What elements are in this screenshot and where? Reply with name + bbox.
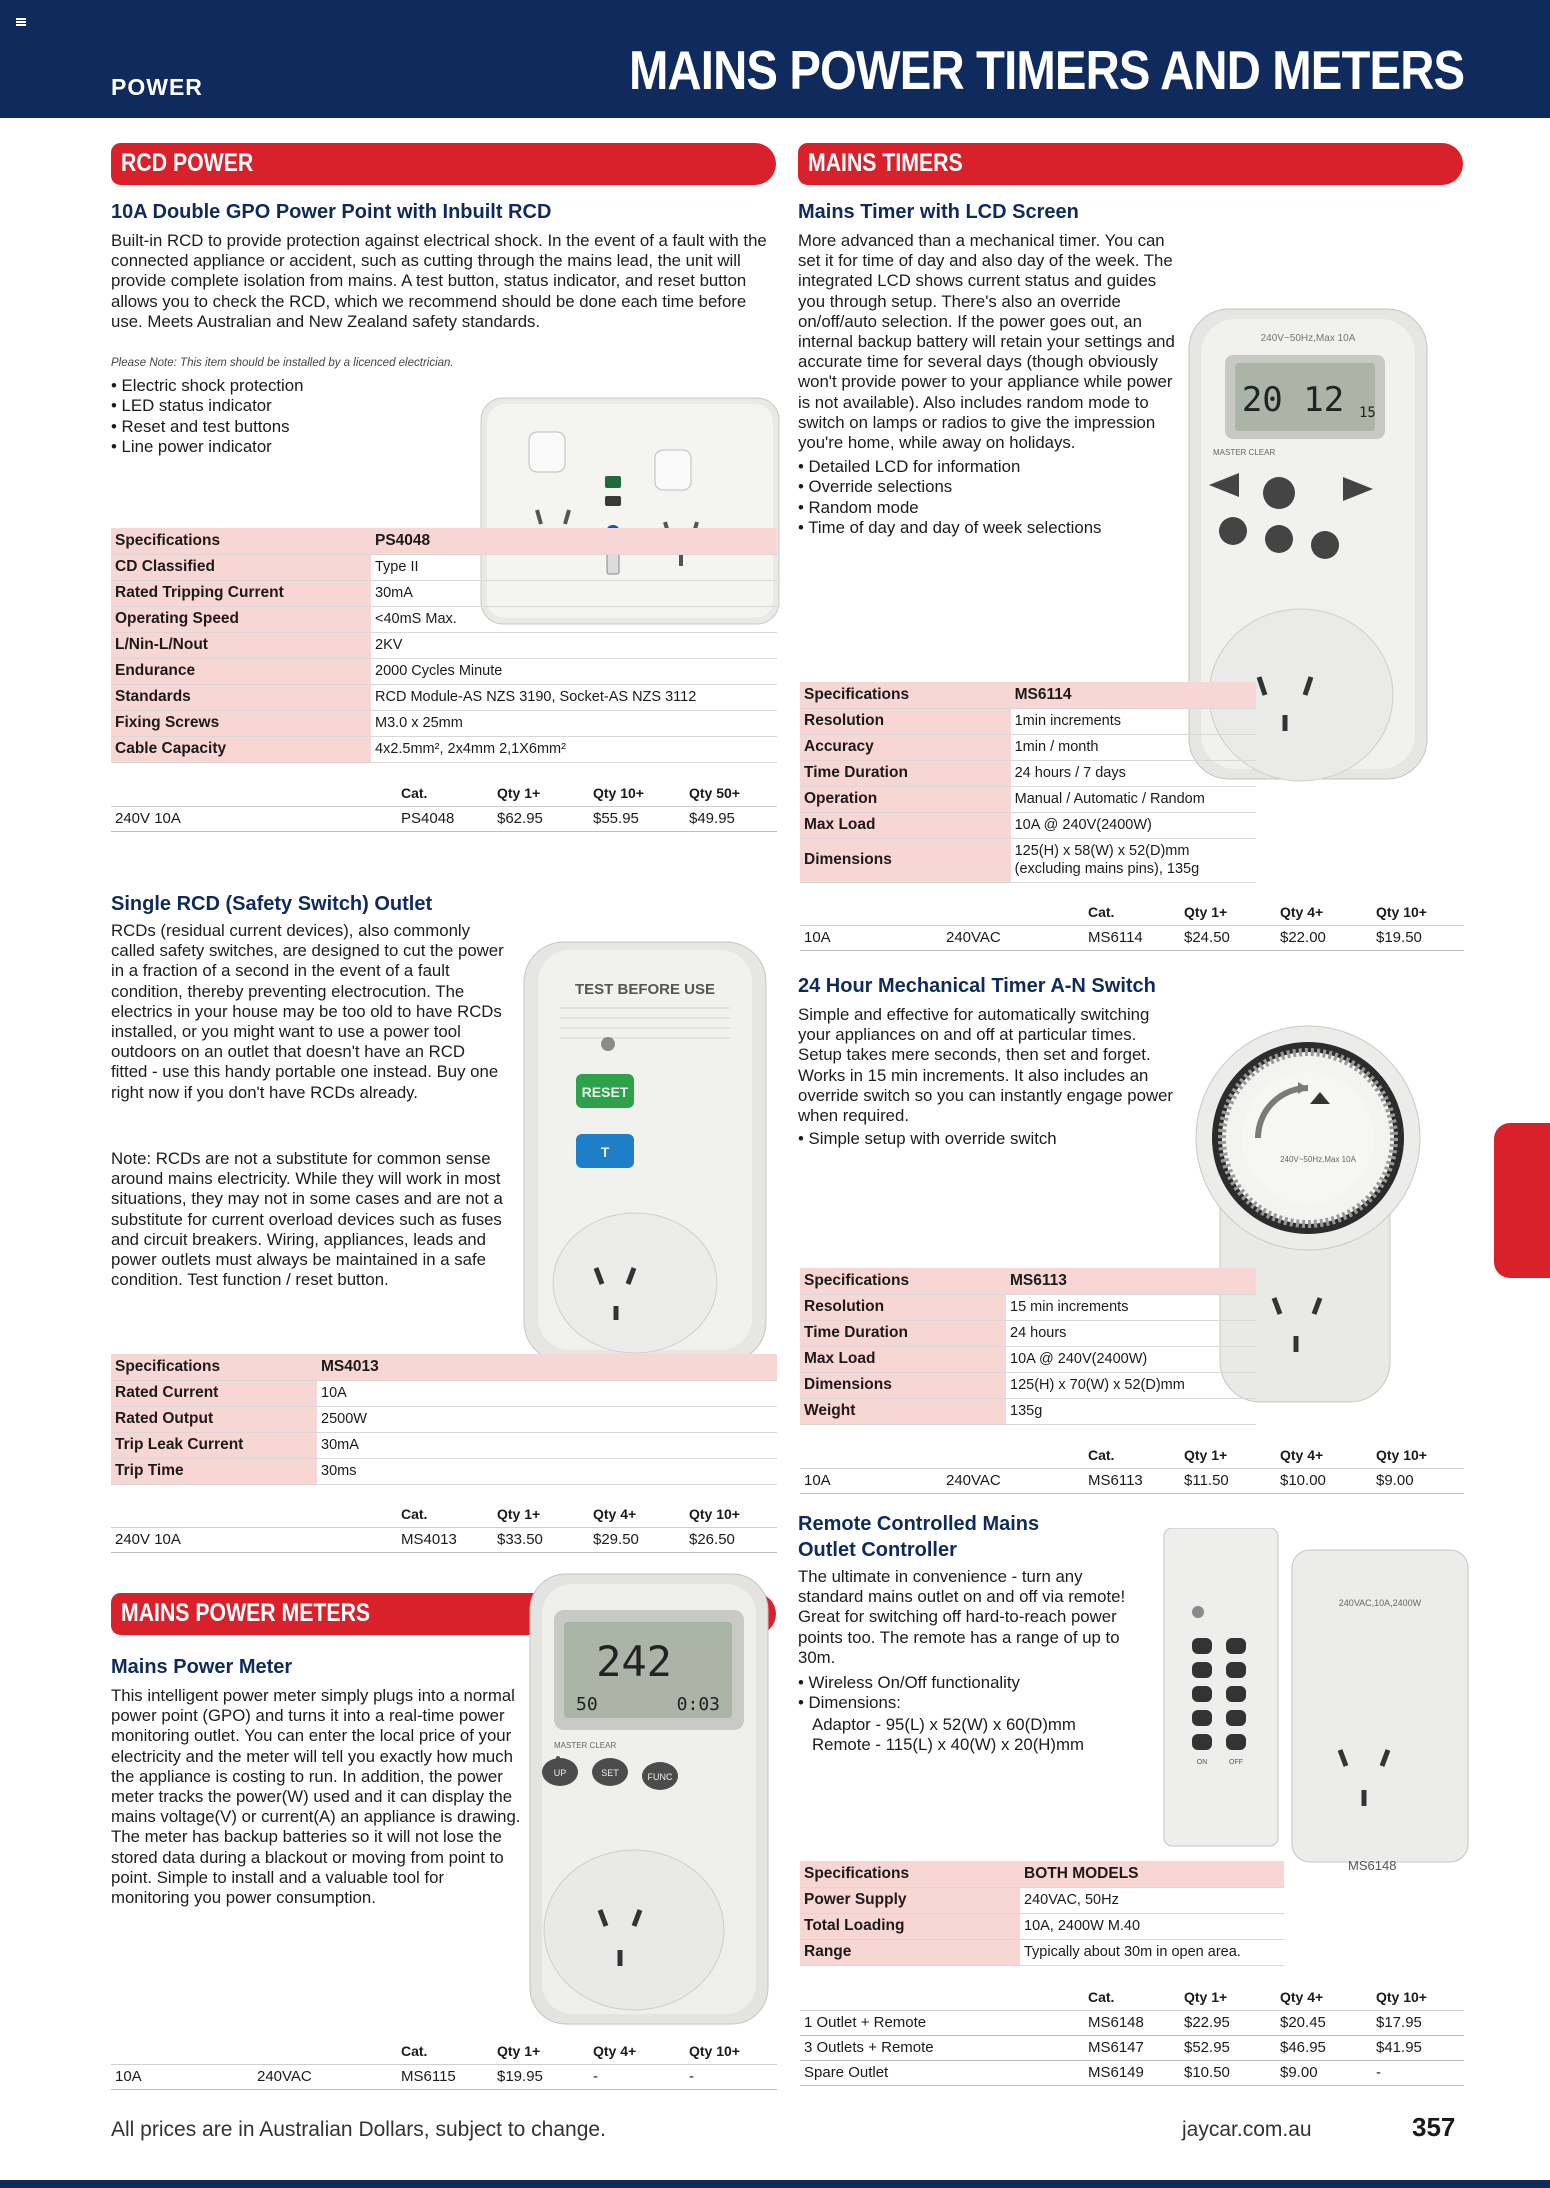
price-header-row xyxy=(111,2039,777,2064)
spec-key: Rated Tripping Current xyxy=(111,580,371,606)
spec-key: Resolution xyxy=(800,708,1011,734)
test-before-use-label: TEST BEFORE USE xyxy=(574,981,716,998)
spec-row xyxy=(111,658,777,684)
spec-table-ps4048 xyxy=(111,528,777,763)
product-description-ms6113: Simple and effective for automatically switching your appliances on and off at particular times. Setup takes mere seconds, then set and forget. Works in 15 min increments. It also includes an override switch so you can instantly engage power when required. xyxy=(798,1005,1173,1126)
lcd-time: 0:03 xyxy=(676,1694,720,1715)
spec-value: 10A xyxy=(317,1380,777,1406)
bottom-rule xyxy=(0,2180,1550,2188)
feature-list-ms6114 xyxy=(798,457,1178,539)
spec-header-row xyxy=(800,1861,1284,1887)
price-cell: $10.50 xyxy=(1180,2060,1276,2085)
price-header-cell xyxy=(111,781,397,806)
feature-list-ms6148 xyxy=(798,1673,1138,1714)
price-cell: MS6149 xyxy=(1084,2060,1180,2085)
price-row xyxy=(800,1468,1464,1493)
price-cell: $33.50 xyxy=(493,1527,589,1552)
product-description-ms6114: More advanced than a mechanical timer. You can set it for time of day and also day of the week. The integrated LCD shows current status and guides you through setup. There's also an override on/off/auto selection. If the power goes out, an internal backup battery will retain your settings and accurate time for several days (though obviously won't provide power to your appliance while power is not available). Also includes random mode to switch on lamps or radios to give the impression you're home, while away on holidays. xyxy=(798,231,1175,453)
price-header-cell xyxy=(942,1443,1084,1468)
photo-caption: MS6148 xyxy=(1348,1858,1397,1873)
spec-key: Trip Time xyxy=(111,1458,317,1484)
page-number: 357 xyxy=(1412,2112,1456,2142)
banner-label: MAINS TIMERS xyxy=(808,149,963,177)
price-header-cell: Qty 4+ xyxy=(589,2039,685,2064)
spec-key: Rated Current xyxy=(111,1380,317,1406)
power-meter-photo xyxy=(524,1570,774,2030)
price-header-cell: Qty 10+ xyxy=(589,781,685,806)
chapter-tab[interactable] xyxy=(1494,1123,1550,1278)
dial-rating: 240V~50Hz,Max 10A xyxy=(1280,1155,1356,1164)
spec-key: CD Classified xyxy=(111,554,371,580)
price-header-cell: Qty 4+ xyxy=(1276,1443,1372,1468)
spec-header-label: Specifications xyxy=(800,1861,1020,1887)
spec-value: 1min increments xyxy=(1011,708,1256,734)
spec-header-model: BOTH MODELS xyxy=(1020,1861,1284,1887)
price-header-cell: Qty 4+ xyxy=(1276,1985,1372,2010)
spec-row xyxy=(800,838,1256,882)
price-table-ms6113 xyxy=(800,1443,1464,1494)
price-cell: $11.50 xyxy=(1180,1468,1276,1493)
spec-value: 30ms xyxy=(317,1458,777,1484)
product-description-ms4013: RCDs (residual current devices), also commonly called safety switches, are designed to cut the power in a fraction of a second in the event of a fault condition, thereby preventing electrocution. The electrics in your house may be too old to have RCDs installed, or you might want to use a power tool outdoors on an outlet that doesn't have an RCD fitted - use this handy portable one instead. Buy one right now if you don't have RCDs already. xyxy=(111,921,504,1102)
spec-value: M3.0 x 25mm xyxy=(371,710,777,736)
price-header-row xyxy=(111,781,777,806)
spec-key: Time Duration xyxy=(800,760,1011,786)
spec-value: 2KV xyxy=(371,632,777,658)
menu-icon[interactable] xyxy=(16,18,26,26)
spec-key: Dimensions xyxy=(800,1372,1006,1398)
spec-value: 15 min increments xyxy=(1006,1294,1256,1320)
page-header xyxy=(0,0,1550,118)
price-cell: $22.00 xyxy=(1276,925,1372,950)
price-cell: - xyxy=(589,2064,685,2089)
spec-row xyxy=(800,1398,1256,1424)
feature-item: • Line power indicator xyxy=(111,437,391,457)
price-cell: - xyxy=(1372,2060,1464,2085)
price-header-cell: Qty 1+ xyxy=(1180,900,1276,925)
up-button-label: UP xyxy=(553,1768,567,1778)
spec-row xyxy=(111,606,777,632)
price-cell: - xyxy=(685,2064,777,2089)
spec-row xyxy=(800,1913,1284,1939)
rcd-outlet-photo xyxy=(520,938,770,1370)
spec-row xyxy=(111,580,777,606)
spec-table-ms4013 xyxy=(111,1354,777,1485)
spec-key: Max Load xyxy=(800,1346,1006,1372)
price-header-row xyxy=(800,1443,1464,1468)
price-header-cell xyxy=(942,900,1084,925)
spec-value: 125(H) x 70(W) x 52(D)mm xyxy=(1006,1372,1256,1398)
price-header-cell: Cat. xyxy=(1084,1443,1180,1468)
dimension-remote: Remote - 115(L) x 40(W) x 20(H)mm xyxy=(812,1735,1084,1754)
price-header-cell xyxy=(253,2039,397,2064)
price-header-cell xyxy=(111,2039,253,2064)
price-table-ms6115 xyxy=(111,2039,777,2090)
spec-value: 125(H) x 58(W) x 52(D)mm (excluding mains pins), 135g xyxy=(1011,838,1256,882)
spec-value: 30mA xyxy=(371,580,777,606)
website-link[interactable]: jaycar.com.au xyxy=(1182,2118,1312,2141)
lcd-reading: 242 xyxy=(596,1637,672,1686)
spec-value: 10A @ 240V(2400W) xyxy=(1006,1346,1256,1372)
spec-header-model: MS4013 xyxy=(317,1354,777,1380)
spec-key: Fixing Screws xyxy=(111,710,371,736)
spec-header-row xyxy=(111,528,777,554)
price-disclaimer: All prices are in Australian Dollars, subject to change. xyxy=(111,2118,606,2141)
product-title-ms6148-line2: Outlet Controller xyxy=(798,1539,957,1561)
spec-value: 2000 Cycles Minute xyxy=(371,658,777,684)
spec-key: Total Loading xyxy=(800,1913,1020,1939)
spec-row xyxy=(111,632,777,658)
price-cell: $46.95 xyxy=(1276,2035,1372,2060)
spec-value: RCD Module-AS NZS 3190, Socket-AS NZS 3112 xyxy=(371,684,777,710)
price-header-cell xyxy=(800,1443,942,1468)
price-header-cell: Qty 10+ xyxy=(1372,900,1464,925)
spec-value: Typically about 30m in open area. xyxy=(1020,1939,1284,1965)
spec-key: Time Duration xyxy=(800,1320,1006,1346)
price-header-cell: Qty 1+ xyxy=(1180,1985,1276,2010)
price-cell: $22.95 xyxy=(1180,2010,1276,2035)
price-header-cell xyxy=(800,1985,1084,2010)
price-header-cell: Cat. xyxy=(1084,1985,1180,2010)
product-description-ms6148: The ultimate in convenience - turn any standard mains outlet on and off via remote! Great for switching off hard-to-reach power points too. The remote has a range of up to 30m. xyxy=(798,1567,1126,1667)
banner-label: MAINS POWER METERS xyxy=(121,1599,371,1627)
product-title-ms6113: 24 Hour Mechanical Timer A-N Switch xyxy=(798,975,1156,997)
remote-off-label: OFF xyxy=(1229,1759,1243,1766)
price-cell: MS6113 xyxy=(1084,1468,1180,1493)
page-title: MAINS POWER TIMERS AND METERS xyxy=(628,39,1464,101)
price-header-cell: Qty 10+ xyxy=(685,2039,777,2064)
feature-list-ms6113 xyxy=(798,1129,1178,1149)
spec-row xyxy=(800,812,1256,838)
price-cell: $26.50 xyxy=(685,1527,777,1552)
price-cell: MS6147 xyxy=(1084,2035,1180,2060)
spec-value: 4x2.5mm², 2x4mm 2,1X6mm² xyxy=(371,736,777,762)
spec-row xyxy=(800,1939,1284,1965)
spec-header-row xyxy=(111,1354,777,1380)
spec-row xyxy=(111,736,777,762)
price-header-cell: Cat. xyxy=(397,1502,493,1527)
price-cell: 240VAC xyxy=(253,2064,397,2089)
price-header-cell: Qty 4+ xyxy=(1276,900,1372,925)
price-cell: $52.95 xyxy=(1180,2035,1276,2060)
spec-header-row xyxy=(800,682,1256,708)
spec-row xyxy=(111,710,777,736)
price-header-cell xyxy=(800,900,942,925)
price-row xyxy=(800,2060,1464,2085)
price-cell: MS4013 xyxy=(397,1527,493,1552)
product-title-ms6114: Mains Timer with LCD Screen xyxy=(798,201,1079,223)
spec-row xyxy=(800,1887,1284,1913)
spec-row xyxy=(800,708,1256,734)
install-note: Please Note: This item should be installed by a licenced electrician. xyxy=(111,357,454,369)
spec-header-label: Specifications xyxy=(800,682,1011,708)
spec-table-ms6114 xyxy=(800,682,1256,883)
feature-item: • Wireless On/Off functionality xyxy=(798,1673,1138,1693)
remote-on-label: ON xyxy=(1196,1759,1208,1766)
price-table-ms6148 xyxy=(800,1985,1464,2086)
price-header-cell: Qty 1+ xyxy=(493,1502,589,1527)
spec-key: Standards xyxy=(111,684,371,710)
spec-value: Type II xyxy=(371,554,777,580)
spec-header-model: MS6114 xyxy=(1011,682,1256,708)
spec-value: 1min / month xyxy=(1011,734,1256,760)
banner-label: RCD POWER xyxy=(121,149,254,177)
spec-header-row xyxy=(800,1268,1256,1294)
price-cell: $41.95 xyxy=(1372,2035,1464,2060)
price-cell: 240VAC xyxy=(942,1468,1084,1493)
spec-key: L/Nin-L/Nout xyxy=(111,632,371,658)
price-cell: $55.95 xyxy=(589,806,685,831)
price-row xyxy=(800,925,1464,950)
spec-row xyxy=(800,1372,1256,1398)
product-title-ms6115: Mains Power Meter xyxy=(111,1656,293,1678)
price-header-cell: Cat. xyxy=(397,2039,493,2064)
spec-header-model: PS4048 xyxy=(371,528,777,554)
device-rating: 240V~50Hz,Max 10A xyxy=(1260,333,1356,344)
spec-row xyxy=(800,786,1256,812)
feature-list-ps4048 xyxy=(111,376,391,458)
spec-row xyxy=(111,1458,777,1484)
spec-table-ms6113 xyxy=(800,1268,1256,1425)
banner-rcd-power xyxy=(111,143,776,185)
price-header-row xyxy=(800,900,1464,925)
spec-value: Manual / Automatic / Random xyxy=(1011,786,1256,812)
spec-row xyxy=(800,734,1256,760)
lcd-frequency: 50 xyxy=(576,1694,598,1715)
spec-row xyxy=(111,684,777,710)
spec-key: Cable Capacity xyxy=(111,736,371,762)
product-description-ps4048: Built-in RCD to provide protection against electrical shock. In the event of a fault with the connected appliance or accident, such as cutting through the mains lead, the unit will provide complete isolation from mains. A test button, status indicator, and reset button allows you to check the RCD, which we recommend should be done each time before use. Meets Australian and New Zealand safety standards. xyxy=(111,231,767,331)
product-title-ms4013: Single RCD (Safety Switch) Outlet xyxy=(111,893,433,915)
spec-row xyxy=(111,554,777,580)
price-cell: 240VAC xyxy=(942,925,1084,950)
price-row xyxy=(111,1527,777,1552)
master-clear-label: MASTER CLEAR xyxy=(1213,448,1276,457)
spec-value: 30mA xyxy=(317,1432,777,1458)
price-header-cell: Qty 1+ xyxy=(493,2039,589,2064)
price-header-cell: Cat. xyxy=(397,781,493,806)
spec-header-model: MS6113 xyxy=(1006,1268,1256,1294)
price-cell: 240V 10A xyxy=(111,806,397,831)
price-row xyxy=(111,2064,777,2089)
feature-item: • Time of day and day of week selections xyxy=(798,518,1178,538)
spec-header-label: Specifications xyxy=(111,1354,317,1380)
price-header-cell: Qty 4+ xyxy=(589,1502,685,1527)
price-cell: Spare Outlet xyxy=(800,2060,1084,2085)
spec-row xyxy=(111,1406,777,1432)
price-cell: $29.50 xyxy=(589,1527,685,1552)
price-cell: $9.00 xyxy=(1372,1468,1464,1493)
price-cell: 3 Outlets + Remote xyxy=(800,2035,1084,2060)
price-cell: $17.95 xyxy=(1372,2010,1464,2035)
price-cell: $10.00 xyxy=(1276,1468,1372,1493)
price-cell: $19.95 xyxy=(493,2064,589,2089)
product-title-ps4048: 10A Double GPO Power Point with Inbuilt RCD xyxy=(111,201,552,223)
spec-key: Max Load xyxy=(800,812,1011,838)
spec-value: 10A, 2400W M.40 xyxy=(1020,1913,1284,1939)
section-label: POWER xyxy=(111,74,203,100)
price-header-cell xyxy=(111,1502,397,1527)
spec-value: 24 hours xyxy=(1006,1320,1256,1346)
price-header-cell: Qty 1+ xyxy=(1180,1443,1276,1468)
spec-key: Trip Leak Current xyxy=(111,1432,317,1458)
price-cell: $20.45 xyxy=(1276,2010,1372,2035)
spec-value: 10A @ 240V(2400W) xyxy=(1011,812,1256,838)
feature-item: • Override selections xyxy=(798,477,1178,497)
price-cell: 10A xyxy=(111,2064,253,2089)
feature-item: • Electric shock protection xyxy=(111,376,391,396)
price-header-cell: Cat. xyxy=(1084,900,1180,925)
price-row xyxy=(111,806,777,831)
product-note-ms4013: Note: RCDs are not a substitute for common sense around mains electricity. While they will work in most situations, they may not in some cases and are not a substitute for current overload devices such as fuses and circuit breakers. Wiring, appliances, leads and power outlets must always be maintained in a safe condition. Test function / reset button. xyxy=(111,1149,503,1290)
spec-value: 240VAC, 50Hz xyxy=(1020,1887,1284,1913)
spec-header-label: Specifications xyxy=(800,1268,1006,1294)
price-cell: 10A xyxy=(800,925,942,950)
price-table-ms6114 xyxy=(800,900,1464,951)
spec-value: 135g xyxy=(1006,1398,1256,1424)
banner-mains-timers xyxy=(798,143,1463,185)
price-header-cell: Qty 10+ xyxy=(1372,1443,1464,1468)
remote-outlet-photo xyxy=(1160,1528,1472,1880)
spec-row xyxy=(800,1320,1256,1346)
spec-row xyxy=(800,1346,1256,1372)
feature-item: • Reset and test buttons xyxy=(111,417,391,437)
spec-key: Dimensions xyxy=(800,838,1011,882)
spec-key: Rated Output xyxy=(111,1406,317,1432)
price-cell: MS6148 xyxy=(1084,2010,1180,2035)
price-cell: $49.95 xyxy=(685,806,777,831)
dimension-adaptor: Adaptor - 95(L) x 52(W) x 60(D)mm xyxy=(812,1715,1076,1734)
lcd-seconds: 15 xyxy=(1359,405,1376,421)
spec-row xyxy=(800,1294,1256,1320)
price-cell: 1 Outlet + Remote xyxy=(800,2010,1084,2035)
feature-item: • Simple setup with override switch xyxy=(798,1129,1178,1149)
spec-row xyxy=(111,1432,777,1458)
set-button-label: SET xyxy=(601,1768,619,1778)
spec-key: Resolution xyxy=(800,1294,1006,1320)
price-header-cell: Qty 10+ xyxy=(685,1502,777,1527)
price-row xyxy=(800,2010,1464,2035)
spec-key: Endurance xyxy=(111,658,371,684)
price-cell: 240V 10A xyxy=(111,1527,397,1552)
spec-value: <40mS Max. xyxy=(371,606,777,632)
price-header-row xyxy=(800,1985,1464,2010)
price-header-cell: Qty 10+ xyxy=(1372,1985,1464,2010)
spec-key: Range xyxy=(800,1939,1020,1965)
price-cell: 10A xyxy=(800,1468,942,1493)
feature-item: • Dimensions: xyxy=(798,1693,1138,1713)
func-button-label: FUNC xyxy=(647,1772,673,1782)
spec-key: Operating Speed xyxy=(111,606,371,632)
spec-value: 2500W xyxy=(317,1406,777,1432)
price-cell: PS4048 xyxy=(397,806,493,831)
outlet-rating: 240VAC,10A,2400W xyxy=(1338,1598,1422,1608)
price-cell: MS6115 xyxy=(397,2064,493,2089)
price-row xyxy=(800,2035,1464,2060)
spec-value: 24 hours / 7 days xyxy=(1011,760,1256,786)
test-button-label: T xyxy=(600,1144,610,1160)
spec-header-label: Specifications xyxy=(111,528,371,554)
price-table-ms4013 xyxy=(111,1502,777,1553)
price-header-cell: Qty 50+ xyxy=(685,781,777,806)
spec-key: Power Supply xyxy=(800,1887,1020,1913)
spec-row xyxy=(800,760,1256,786)
master-clear-label: MASTER CLEAR xyxy=(554,1741,617,1750)
feature-item: • LED status indicator xyxy=(111,396,391,416)
spec-key: Operation xyxy=(800,786,1011,812)
price-cell: $24.50 xyxy=(1180,925,1276,950)
price-header-cell: Qty 1+ xyxy=(493,781,589,806)
price-cell: $19.50 xyxy=(1372,925,1464,950)
price-cell: MS6114 xyxy=(1084,925,1180,950)
spec-table-ms6148 xyxy=(800,1861,1284,1966)
product-description-ms6115: This intelligent power meter simply plugs into a normal power point (GPO) and turns it into a real-time power monitoring outlet. You can enter the local price of your electricity and the meter will tell you exactly how much the appliance is costing to run. In addition, the power meter tracks the power(W) used and it can display the mains voltage(V) or current(A) an appliance is drawing. The meter has backup batteries so it will not lose the stored data during a blackout or moving from point to point. Simple to install and a valuable tool for monitoring you power consumption. xyxy=(111,1686,521,1908)
price-cell: $62.95 xyxy=(493,806,589,831)
price-cell: $9.00 xyxy=(1276,2060,1372,2085)
spec-row xyxy=(111,1380,777,1406)
price-table-ps4048 xyxy=(111,781,777,832)
spec-key: Accuracy xyxy=(800,734,1011,760)
spec-key: Weight xyxy=(800,1398,1006,1424)
feature-item: • Detailed LCD for information xyxy=(798,457,1178,477)
product-title-ms6148-line1: Remote Controlled Mains xyxy=(798,1513,1040,1535)
price-header-row xyxy=(111,1502,777,1527)
lcd-clock: 20 12 xyxy=(1241,380,1345,420)
reset-button-label: RESET xyxy=(581,1084,629,1100)
feature-item: • Random mode xyxy=(798,498,1178,518)
